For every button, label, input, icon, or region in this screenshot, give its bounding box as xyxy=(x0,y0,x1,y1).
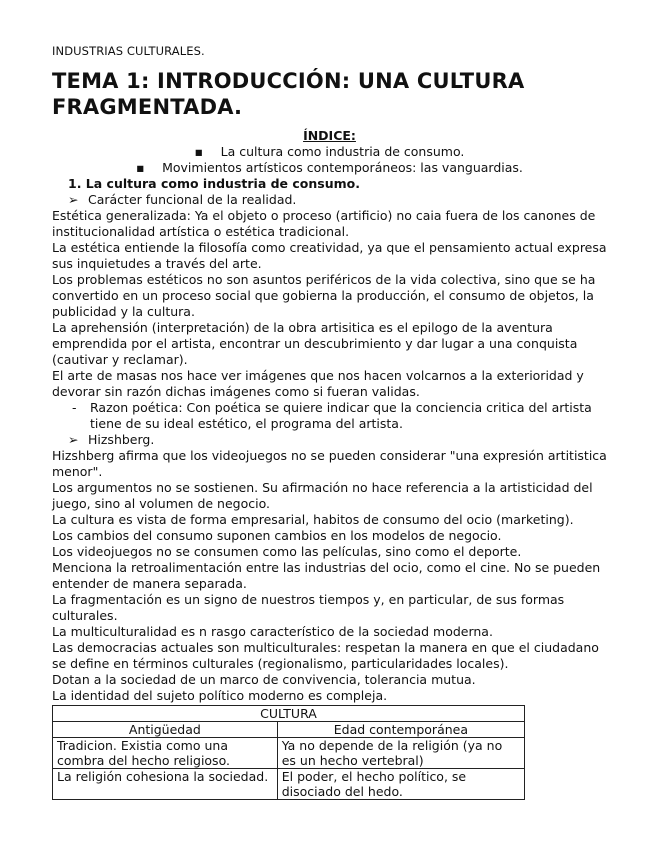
arrow-bullet-icon: ➢ xyxy=(68,432,79,447)
paragraph: La multiculturalidad es n rasgo característico de la sociedad moderna. xyxy=(52,624,493,639)
table-header-contemporanea: Edad contemporánea xyxy=(277,722,524,738)
paragraph: La cultura es vista de forma empresarial, habitos de consumo del ocio (marketing). xyxy=(52,512,574,527)
paragraph: Las democracias actuales son multiculturales: respetan la manera en que el ciudadano se define en términos culturales (regionalismo, particularidades locales). xyxy=(52,640,599,671)
paragraph: Los cambios del consumo suponen cambios en los modelos de negocio. xyxy=(52,528,502,543)
paragraph: Los videojuegos no se consumen como las películas, sino como el deporte. xyxy=(52,544,522,559)
document-header: INDUSTRIAS CULTURALES. xyxy=(52,44,205,58)
table-cell: La religión cohesiona la sociedad. xyxy=(53,769,278,800)
arrow-item-1: ➢ Carácter funcional de la realidad. xyxy=(68,192,297,207)
paragraph: La fragmentación es un signo de nuestros tiempos y, en particular, de sus formas culturales. xyxy=(52,592,565,623)
dash-item: - Razon poética: Con poética se quiere indicar que la conciencia critica del artista tiene de su ideal estético, el programa del artista. xyxy=(72,400,592,431)
paragraph: La identidad del sujeto político moderno es compleja. xyxy=(52,688,388,703)
table-cell: Tradicion. Existia como una combra del hecho religioso. xyxy=(53,738,278,769)
paragraph: Los problemas estéticos no son asuntos periféricos de la vida colectiva, sino que se ha convertido en un proceso social que gobierna la producción, el consumo de objetos, la publicidad y la cultura. xyxy=(52,272,596,319)
paragraph: Menciona la retroalimentación entre las industrias del ocio, como el cine. No se pueden entender de manera separada. xyxy=(52,560,601,591)
paragraph: Hizshberg afirma que los videojuegos no se pueden considerar "una expresión artitistica menor". xyxy=(52,448,607,479)
table-row xyxy=(53,738,525,769)
culture-table xyxy=(52,705,525,800)
bullet-icon: ▪ xyxy=(194,144,204,159)
paragraph: Estética generalizada: Ya el objeto o proceso (artificio) no caia fuera de los canones de institucionalidad artística o estética tradicional. xyxy=(52,208,596,239)
arrow-bullet-icon: ➢ xyxy=(68,192,79,207)
bullet-icon: ▪ xyxy=(136,160,145,175)
index-heading: ÍNDICE: xyxy=(303,128,356,143)
paragraph: El arte de masas nos hace ver imágenes que nos hacen volcarnos a la exterioridad y devorar sin razón dichas imágenes como si fueran validas. xyxy=(52,368,584,399)
index-item-1: ▪ La cultura como industria de consumo. xyxy=(194,144,465,159)
table-header-antiguedad: Antigüedad xyxy=(53,722,278,738)
table-caption: CULTURA xyxy=(53,706,525,722)
table-cell: El poder, el hecho político, se disociado del hedo. xyxy=(277,769,524,800)
paragraph: La estética entiende la filosofía como creatividad, ya que el pensamiento actual expresa sus inquietudes a través del arte. xyxy=(52,240,607,271)
index-item-2: ▪ Movimientos artísticos contemporáneos: las vanguardias. xyxy=(136,160,523,175)
paragraph: Dotan a la sociedad de un marco de convivencia, tolerancia mutua. xyxy=(52,672,476,687)
paragraph: Los argumentos no se sostienen. Su afirmación no hace referencia a la artisticidad del juego, sino al volumen de negocio. xyxy=(52,480,593,511)
section-heading-1: 1. La cultura como industria de consumo. xyxy=(68,176,360,191)
document-title: TEMA 1: INTRODUCCIÓN: UNA CULTURA FRAGMENTADA. xyxy=(52,69,525,119)
paragraph: La aprehensión (interpretación) de la obra artisitica es el epilogo de la aventura emprendida por el artista, encontrar un descubrimiento y dar lugar a una conquista (cautivar y reclamar). xyxy=(52,320,578,367)
arrow-item-2: ➢ Hizshberg. xyxy=(68,432,155,447)
table-cell: Ya no depende de la religión (ya no es un hecho vertebral) xyxy=(277,738,524,769)
table-row xyxy=(53,769,525,800)
dash-bullet-icon: - xyxy=(72,400,77,415)
